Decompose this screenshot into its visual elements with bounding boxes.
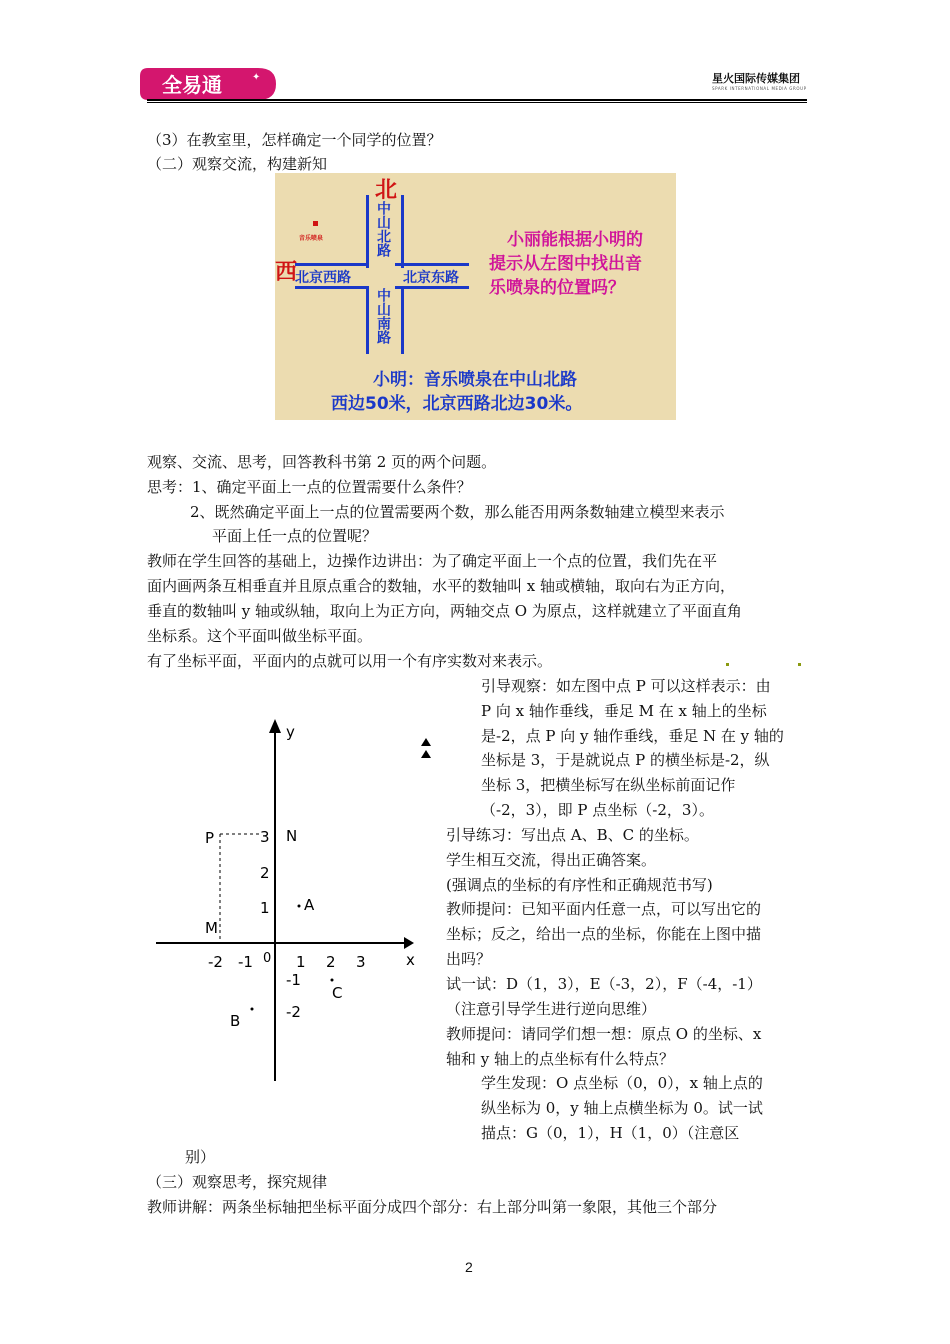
point-c-label: C (332, 984, 343, 1002)
text-line: 出吗？ (446, 950, 492, 968)
header-rule-thin (147, 102, 807, 103)
text-line: 教师提问：请同学们想一想：原点 O 的坐标、x (446, 1025, 762, 1043)
section-heading: （三）观察思考，探究规律 (147, 1173, 328, 1191)
text-line: 学生发现：O 点坐标（0，0），x 轴上点的 (481, 1074, 763, 1092)
x-tick-label: 2 (326, 953, 336, 971)
y-tick-label: 1 (260, 899, 270, 917)
x-tick-label: 1 (296, 953, 306, 971)
fountain-label: 音乐喷泉 (299, 235, 324, 242)
point-a (298, 905, 301, 908)
logo-text: 全易通 (162, 73, 222, 97)
point-p-label: P (205, 829, 215, 847)
point-b-label: B (230, 1012, 241, 1030)
text-line: 坐标 3，把横坐标写在纵坐标前面记作 (481, 776, 736, 794)
quanyitong-logo (140, 66, 280, 102)
x-tick-label: -2 (208, 953, 223, 971)
text-line: 纵坐标为 0，y 轴上点横坐标为 0。试一试 (481, 1099, 763, 1117)
road-west-label: 北京西路 (295, 270, 351, 286)
y-tick-label: 3 (260, 828, 270, 846)
question-line: 提示从左图中找出音 (489, 254, 642, 274)
x-axis-label: x (406, 951, 415, 969)
question-line: 乐喷泉的位置吗？ (489, 278, 625, 298)
x-tick-label: 3 (356, 953, 366, 971)
text-line: 引导练习：写出点 A、B、C 的坐标。 (446, 826, 699, 844)
text-line: 坐标；反之，给出一点的坐标，你能在上图中描 (446, 925, 762, 943)
y-axis-arrow-icon (269, 719, 281, 733)
north-label: 北 (375, 178, 398, 203)
road-north-label: 中山北路 (375, 201, 391, 257)
svg-text:✦: ✦ (252, 72, 261, 83)
y-tick-label: -1 (286, 971, 301, 989)
text-line: 观察、交流、思考，回答教科书第 2 页的两个问题。 (147, 453, 497, 471)
fountain-marker (313, 221, 318, 226)
point-a-label: A (304, 896, 315, 914)
text-line: 教师讲解：两条坐标轴把坐标平面分成四个部分：右上部分叫第一象限，其他三个部分 (147, 1198, 718, 1216)
text-line: 教师在学生回答的基础上，边操作边讲出：为了确定平面上一个点的位置，我们先在平 (147, 552, 718, 570)
text-line: （3）在教室里，怎样确定一个同学的位置？ (147, 131, 442, 149)
section-heading: （二）观察交流，构建新知 (147, 155, 328, 173)
text-line: 垂直的数轴叫 y 轴或纵轴，取向上为正方向，两轴交点 O 为原点，这样就建立了平面直角 (147, 602, 742, 620)
text-line: （-2，3），即 P 点坐标（-2，3）。 (481, 801, 714, 819)
y-tick-label: 2 (260, 864, 270, 882)
triangle-marks-icon (420, 738, 432, 760)
west-label: 西 (275, 260, 298, 285)
text-line: 平面上任一点的位置呢？ (212, 527, 378, 545)
mark-dot (726, 663, 729, 666)
text-line: 2、既然确定平面上一点的位置需要两个数，那么能否用两条数轴建立模型来表示 (190, 503, 725, 521)
question-line: 小丽能根据小明的 (507, 230, 643, 250)
header-rule (147, 99, 807, 101)
coordinate-graph (150, 715, 420, 1085)
text-line: P 向 x 轴作垂线，垂足 M 在 x 轴上的坐标 (481, 702, 767, 720)
answer-line: 小明：音乐喷泉在中山北路 (373, 370, 577, 390)
brand-name: 星火国际传媒集团 (712, 72, 800, 85)
text-line: 教师提问：已知平面内任意一点，可以写出它的 (446, 900, 762, 918)
text-line: (强调点的坐标的有序性和正确规范书写) (446, 876, 713, 894)
text-line: 轴和 y 轴上的点坐标有什么特点？ (446, 1050, 675, 1068)
text-line: 描点：G（0，1），H（1，0）（注意区 (481, 1124, 740, 1142)
text-line: 试一试：D（1，3），E（-3，2），F（-4，-1） (446, 975, 762, 993)
point-c (331, 979, 334, 982)
answer-line: 西边50米，北京西路北边30米。 (331, 394, 583, 414)
mark-dot (798, 663, 801, 666)
text-line: （注意引导学生进行逆向思维） (446, 1000, 657, 1018)
text-line: 面内画两条互相垂直并且原点重合的数轴，水平的数轴叫 x 轴或横轴，取向右为正方向， (147, 577, 735, 595)
point-n-label: N (286, 827, 298, 845)
text-line: 引导观察：如左图中点 P 可以这样表示：由 (481, 677, 771, 695)
text-line: 坐标是 3，于是就说点 P 的横坐标是-2，纵 (481, 751, 770, 769)
origin-label: 0 (263, 951, 272, 966)
point-b (251, 1008, 254, 1011)
text-line: 是-2，点 P 向 y 轴作垂线，垂足 N 在 y 轴的 (481, 727, 784, 745)
text-line: 坐标系。这个平面叫做坐标平面。 (147, 627, 373, 645)
y-axis-label: y (286, 723, 295, 741)
text-line: 有了坐标平面，平面内的点就可以用一个有序实数对来表示。 (147, 652, 553, 670)
road-east-label: 北京东路 (403, 270, 459, 286)
x-axis-arrow-icon (404, 937, 414, 949)
page-number: 2 (465, 1259, 473, 1275)
map-figure (275, 173, 676, 420)
point-m-label: M (205, 919, 218, 937)
y-tick-label: -2 (286, 1003, 301, 1021)
brand-name-en: SPARK INTERNATIONAL MEDIA GROUP (712, 86, 807, 91)
x-tick-label: -1 (238, 953, 253, 971)
road-south-label: 中山南路 (375, 288, 391, 344)
text-line: 别） (185, 1148, 216, 1166)
text-line: 学生相互交流，得出正确答案。 (446, 851, 657, 869)
text-line: 思考：1、确定平面上一点的位置需要什么条件？ (147, 478, 472, 496)
